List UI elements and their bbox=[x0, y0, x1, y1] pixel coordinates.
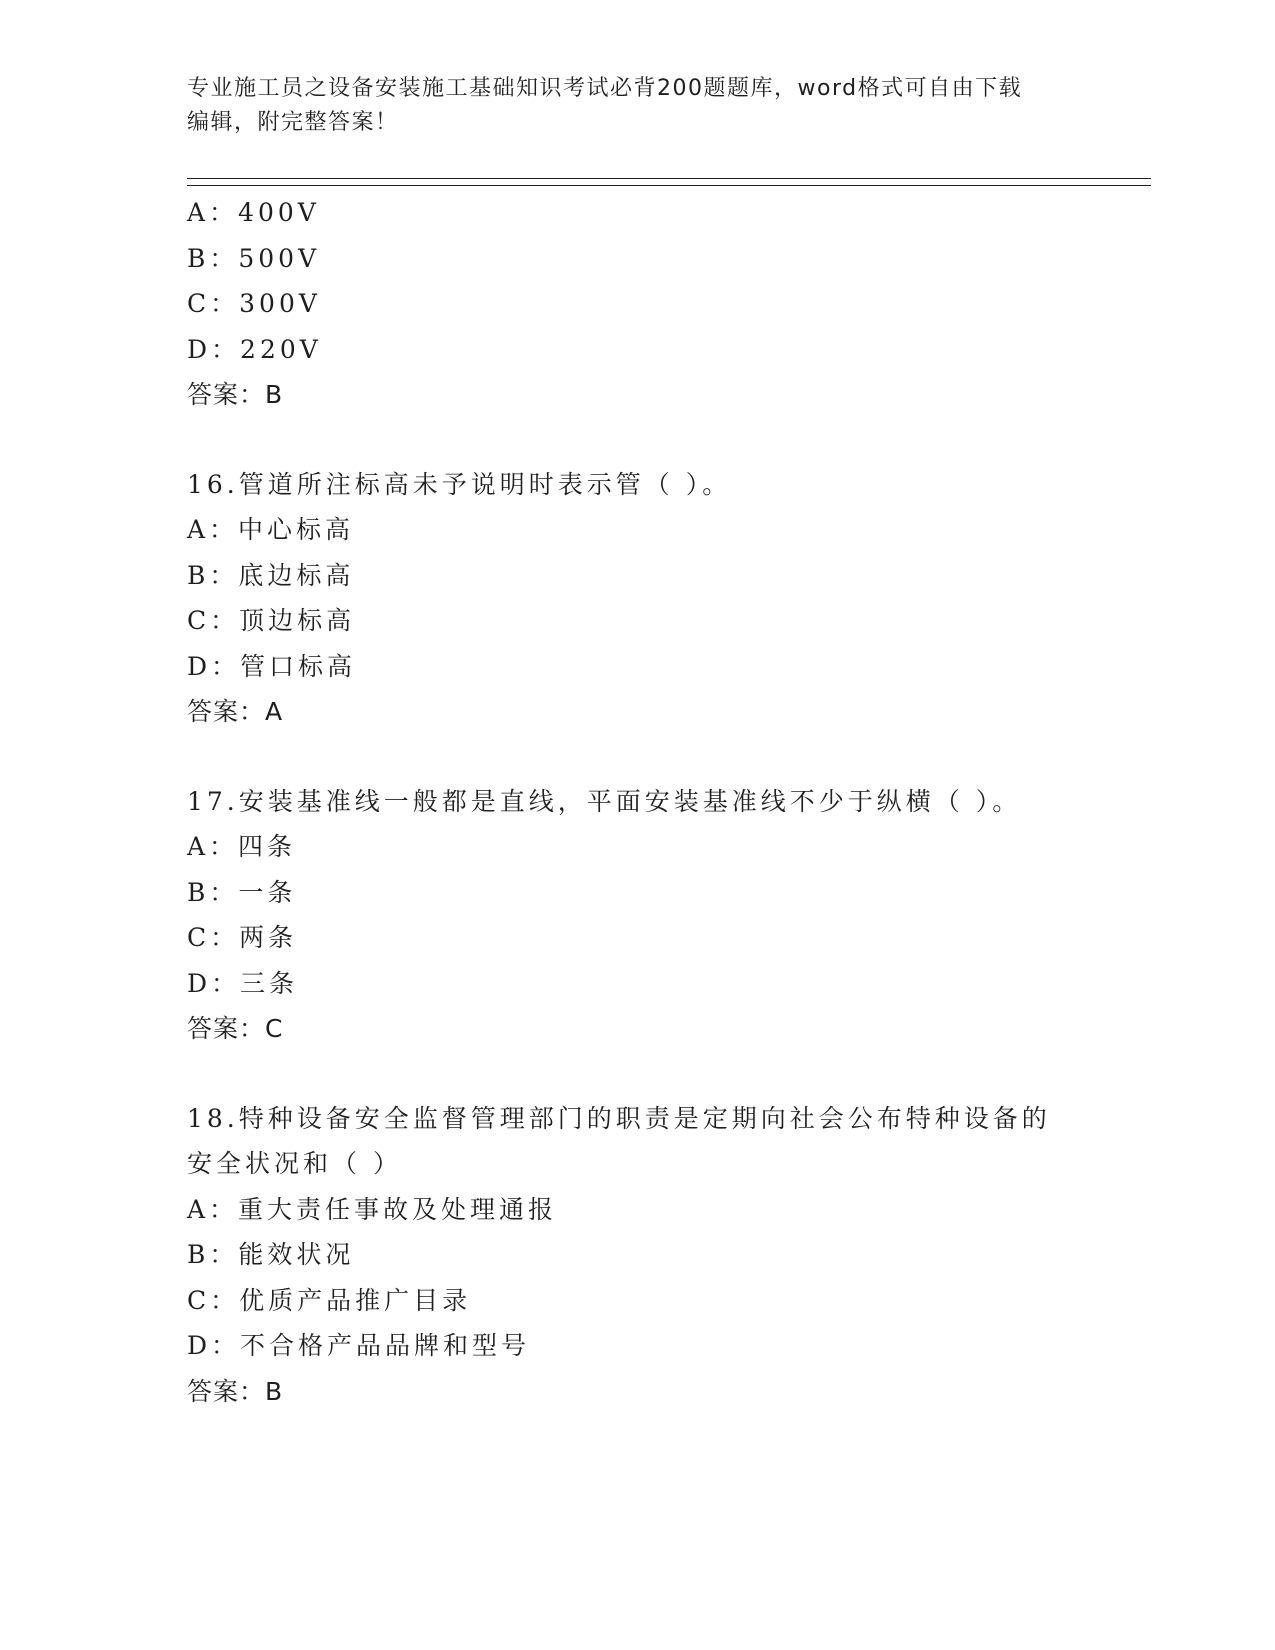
option-b: B：能效状况 bbox=[187, 1240, 355, 1269]
question-list bbox=[187, 190, 1087, 1414]
option-d: D：220V bbox=[187, 334, 322, 364]
answer-line: 答案：B bbox=[187, 380, 284, 409]
option-b: B：一条 bbox=[187, 877, 297, 907]
question-text: 18.特种设备安全监督管理部门的职责是定期向社会公布特种设备的安全状况和（ ） bbox=[187, 1103, 1051, 1178]
option-a: A：重大责任事故及处理通报 bbox=[187, 1194, 558, 1224]
option-c: C：两条 bbox=[187, 923, 298, 952]
document-header bbox=[187, 72, 1067, 140]
answer-line: 答案：B bbox=[187, 1376, 284, 1406]
previous-question-continuation bbox=[187, 190, 1087, 418]
question-text: 17.安装基准线一般都是直线，平面安装基准线不少于纵横（ ）。 bbox=[187, 786, 1022, 816]
question-16 bbox=[187, 462, 1087, 735]
answer-line: 答案：A bbox=[187, 697, 284, 726]
option-b: B：底边标高 bbox=[187, 560, 355, 590]
option-a: A：中心标高 bbox=[187, 515, 355, 544]
answer-line: 答案：C bbox=[187, 1014, 284, 1043]
option-d: D：不合格产品品牌和型号 bbox=[187, 1331, 531, 1360]
option-a: A：400V bbox=[187, 198, 320, 227]
option-c: C：顶边标高 bbox=[187, 606, 356, 635]
header-title-line-2: 编辑，附完整答案！ bbox=[187, 110, 399, 135]
option-c: C：300V bbox=[187, 289, 321, 318]
option-d: D：三条 bbox=[187, 968, 299, 998]
question-17 bbox=[187, 779, 1087, 1052]
header-title-line-1: 专业施工员之设备安装施工基础知识考试必背200题题库，word格式可自由下载 bbox=[187, 76, 1023, 101]
header-double-rule bbox=[187, 178, 1151, 186]
question-text: 16.管道所注标高未予说明时表示管（ ）。 bbox=[187, 469, 732, 499]
option-c: C：优质产品推广目录 bbox=[187, 1285, 472, 1315]
option-d: D：管口标高 bbox=[187, 651, 357, 681]
question-18 bbox=[187, 1096, 1087, 1415]
option-b: B：500V bbox=[187, 243, 321, 273]
option-a: A：四条 bbox=[187, 832, 297, 861]
